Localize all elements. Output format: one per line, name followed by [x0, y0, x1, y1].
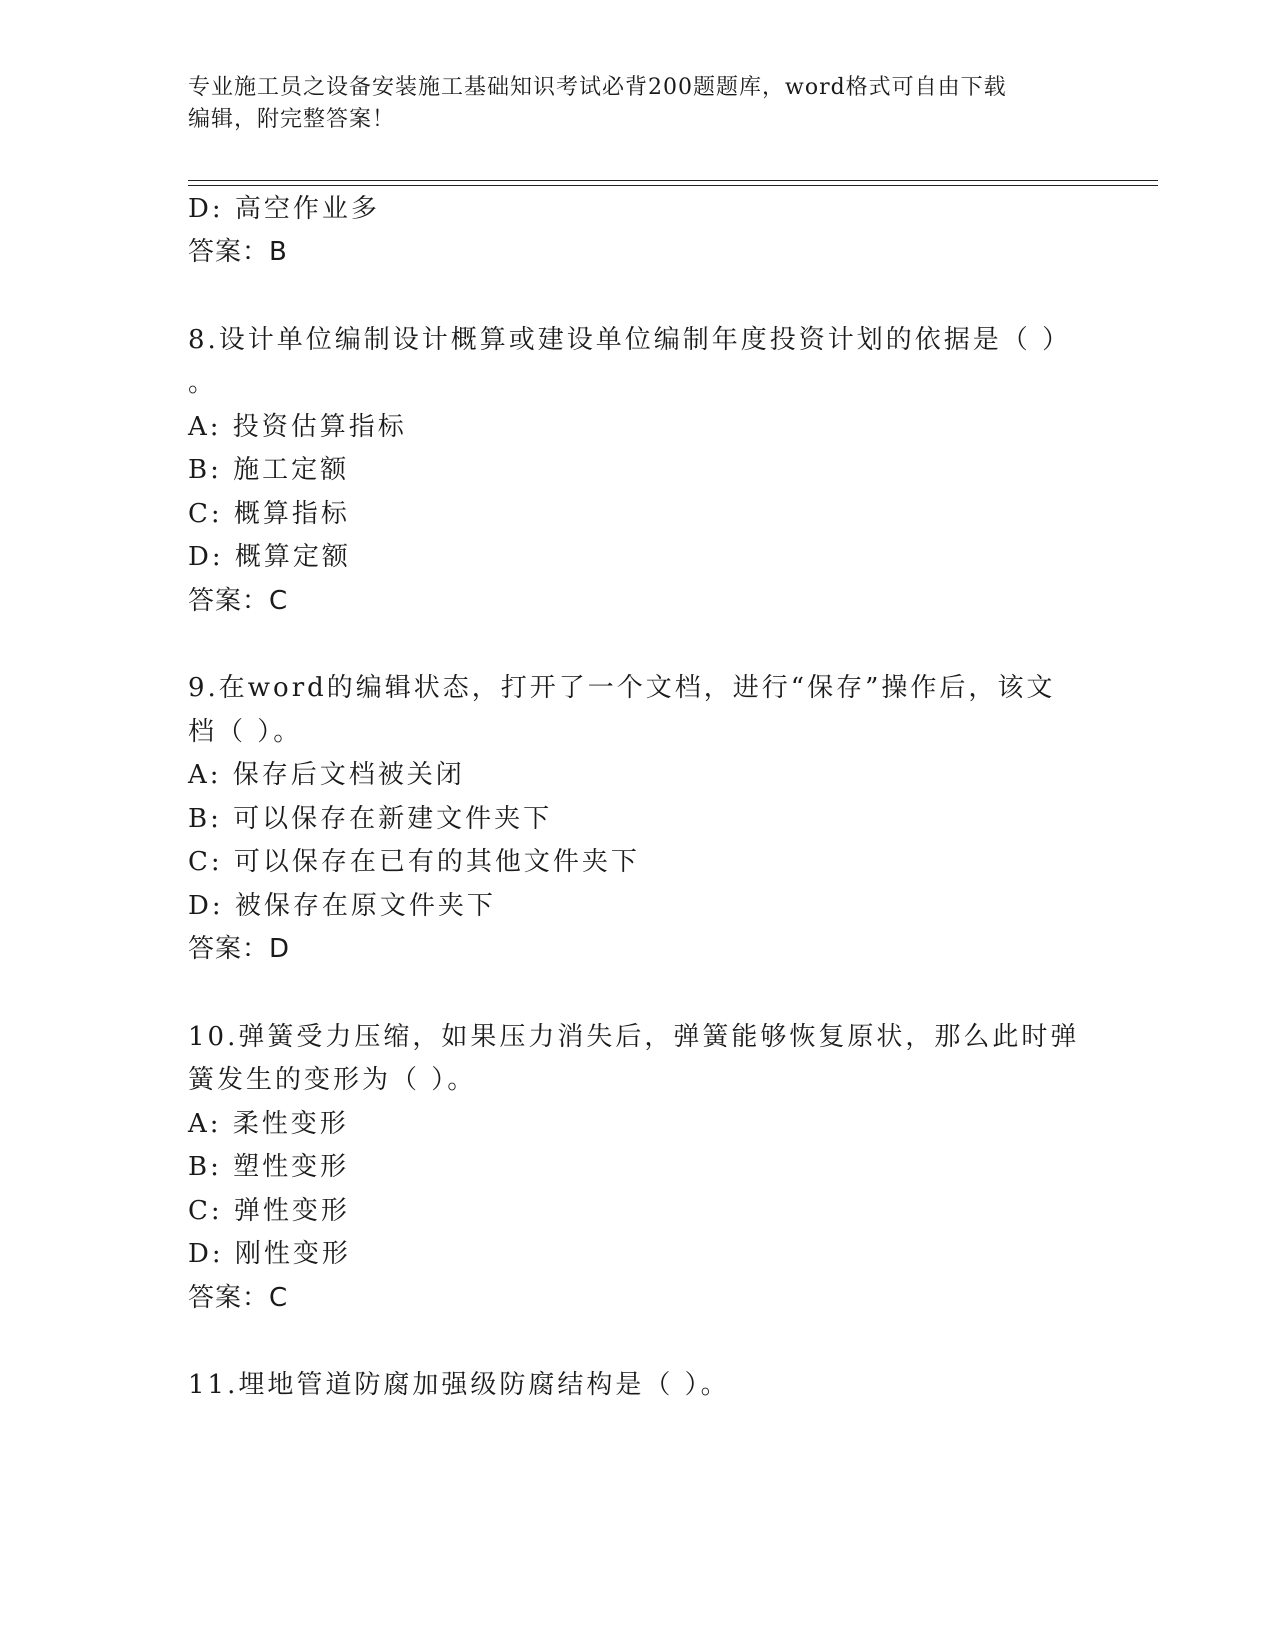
- q9-stem-line-2: 档（ ）。: [188, 717, 303, 747]
- q10-option-c: C: 弹性变形: [188, 1196, 350, 1226]
- q8-option-b: B: 施工定额: [188, 455, 350, 485]
- q8-stem-line-2: 。: [188, 368, 218, 398]
- q9-option-c: C: 可以保存在已有的其他文件夹下: [188, 847, 640, 877]
- document-header: [188, 72, 1088, 136]
- header-line-2: 编辑，附完整答案！: [188, 107, 396, 132]
- q8-option-a: A: 投资估算指标: [188, 412, 407, 442]
- q9-option-a: A: 保存后文档被关闭: [188, 760, 465, 790]
- q10-option-b: B: 塑性变形: [188, 1152, 350, 1182]
- q9-answer: 答案：D: [188, 934, 291, 964]
- header-divider-bottom: [188, 185, 1158, 186]
- q9-stem-line-1: 9.在word的编辑状态，打开了一个文档，进行“保存”操作后，该文: [188, 673, 1056, 703]
- q8-option-c: C: 概算指标: [188, 499, 350, 529]
- q8-stem-line-1: 8.设计单位编制设计概算或建设单位编制年度投资计划的依据是（ ）: [188, 325, 1072, 355]
- q10-answer: 答案：C: [188, 1283, 289, 1313]
- q11-stem-line-1: 11.埋地管道防腐加强级防腐结构是（ ）。: [188, 1370, 730, 1400]
- q10-option-a: A: 柔性变形: [188, 1109, 349, 1139]
- q10-option-d: D: 刚性变形: [188, 1239, 351, 1269]
- q7-answer: 答案：B: [188, 237, 288, 267]
- q8-option-d: D: 概算定额: [188, 542, 351, 572]
- q10-stem-line-1: 10.弹簧受力压缩，如果压力消失后，弹簧能够恢复原状，那么此时弹: [188, 1022, 1080, 1052]
- q8-answer: 答案：C: [188, 586, 289, 616]
- header-divider-top: [188, 180, 1158, 181]
- q9-option-b: B: 可以保存在新建文件夹下: [188, 804, 553, 834]
- q7-option-d: D: 高空作业多: [188, 194, 380, 224]
- header-line-1: 专业施工员之设备安装施工基础知识考试必背200题题库，word格式可自由下载: [188, 75, 1007, 100]
- q9-option-d: D: 被保存在原文件夹下: [188, 891, 496, 921]
- q10-stem-line-2: 簧发生的变形为（ ）。: [188, 1065, 477, 1095]
